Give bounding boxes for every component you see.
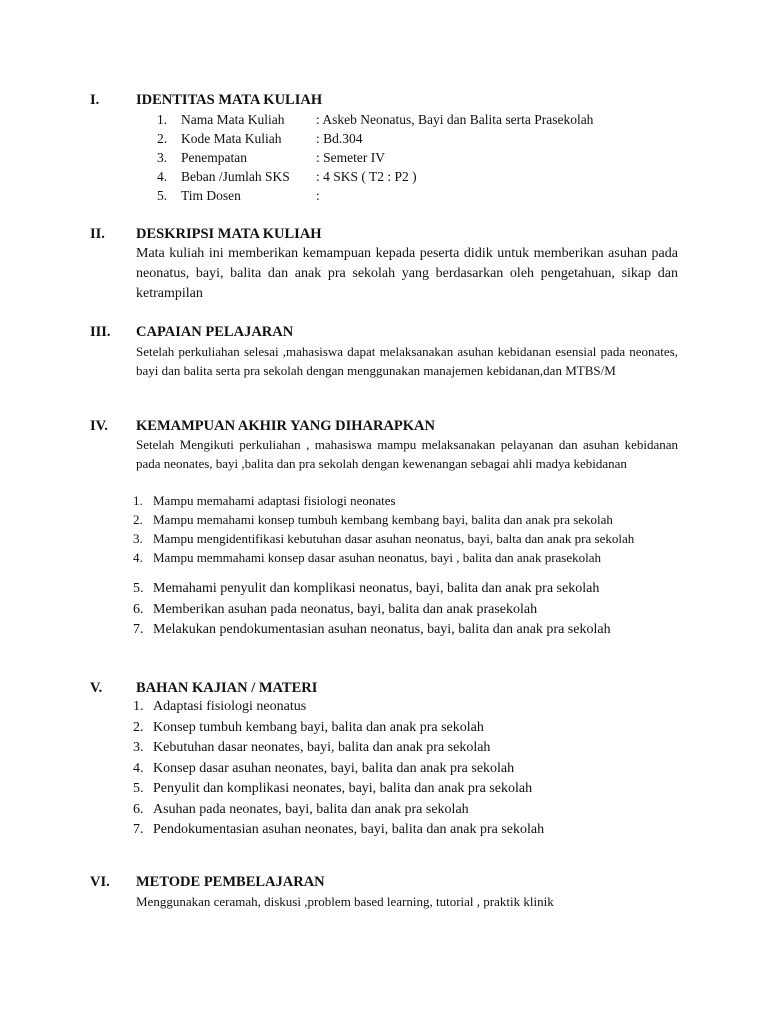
item-text: Mampu mengidentifikasi kebutuhan dasar asuhan neonatus, bayi, balta dan anak pra sekolah	[153, 531, 635, 546]
section-heading: IDENTITAS MATA KULIAH	[136, 92, 323, 108]
item-text: Mampu memahami adaptasi fisiologi neonates	[153, 493, 396, 508]
item-number: 4.	[133, 550, 143, 565]
item-number: 6.	[133, 801, 144, 817]
list-item	[133, 529, 634, 548]
section-numeral: II.	[90, 226, 105, 242]
item-number: 2.	[157, 131, 168, 146]
item-text: Mampu memmahami konsep dasar asuhan neonatus, bayi , balita dan anak prasekolah	[153, 550, 602, 565]
identity-label: Penempatan	[181, 150, 247, 165]
expected-ability-paragraph: Setelah Mengikuti perkuliahan , mahasiswa mampu melaksanakan pelayanan dan asuhan kebidanan pada neonates, bayi ,balita dan pra sekolah dengan kewenangan sebagai ahli madya kebidanan	[136, 437, 678, 471]
item-number: 7.	[133, 822, 144, 837]
item-number: 7.	[133, 622, 144, 637]
item-text: Memahami penyulit dan komplikasi neonatus, bayi, balita dan anak pra sekolah	[153, 581, 600, 596]
identity-label: Beban /Jumlah SKS	[181, 169, 290, 184]
item-text: Konsep tumbuh kembang bayi, balita dan anak pra sekolah	[153, 719, 484, 735]
list-item	[133, 759, 544, 780]
list-item	[133, 510, 634, 529]
section-numeral: IV.	[90, 418, 108, 434]
section-numeral: I.	[90, 92, 100, 108]
item-number: 4.	[157, 169, 168, 184]
ability-list	[133, 491, 634, 567]
item-number: 5.	[133, 581, 144, 596]
item-number: 4.	[133, 760, 144, 776]
item-number: 2.	[133, 512, 143, 527]
item-text: Melakukan pendokumentasian asuhan neonatus, bayi, balita dan anak pra sekolah	[153, 622, 611, 637]
identity-label: Tim Dosen	[181, 188, 241, 203]
item-number: 1.	[133, 699, 144, 714]
item-text: Mampu memahami konsep tumbuh kembang kembang bayi, balita dan anak pra sekolah	[153, 512, 613, 527]
description-paragraph: Mata kuliah ini memberikan kemampuan kepada peserta didik untuk memberikan asuhan pada neonatus, bayi, balita dan anak pra sekolah yang berdasarkan oleh pengetahuan, sikap dan ketrampilan	[136, 246, 678, 301]
identity-label: Nama Mata Kuliah	[181, 112, 285, 127]
list-item	[133, 738, 544, 759]
section-heading: KEMAMPUAN AKHIR YANG DIHARAPKAN	[136, 418, 435, 434]
identity-value: : Semeter IV	[316, 150, 385, 165]
identity-value: : Bd.304	[316, 131, 363, 146]
identity-value: :	[316, 188, 320, 203]
item-number: 3.	[157, 150, 168, 165]
section-heading: METODE PEMBELAJARAN	[136, 874, 325, 890]
list-item	[133, 718, 544, 739]
list-item	[133, 579, 611, 600]
item-text: Pendokumentasian asuhan neonates, bayi, balita dan anak pra sekolah	[153, 822, 545, 837]
section-numeral: V.	[90, 680, 103, 696]
section-heading: BAHAN KAJIAN / MATERI	[136, 680, 318, 696]
identity-label: Kode Mata Kuliah	[181, 131, 282, 146]
section-numeral: III.	[90, 324, 111, 340]
list-item	[133, 800, 544, 821]
identity-value: : 4 SKS ( T2 : P2 )	[316, 169, 417, 184]
item-number: 5.	[157, 188, 168, 203]
method-paragraph: Menggunakan ceramah, diskusi ,problem based learning, tutorial , praktik klinik	[136, 894, 554, 909]
item-number: 5.	[133, 781, 144, 796]
item-number: 1.	[157, 112, 168, 127]
item-text: Memberikan asuhan pada neonatus, bayi, balita dan anak prasekolah	[153, 601, 538, 617]
list-item	[133, 820, 544, 841]
ability-list-continued	[133, 579, 611, 641]
item-number: 3.	[133, 740, 144, 755]
material-list	[133, 697, 544, 841]
item-text: Konsep dasar asuhan neonates, bayi, balita dan anak pra sekolah	[153, 760, 515, 776]
identity-value: : Askeb Neonatus, Bayi dan Balita serta Prasekolah	[316, 112, 594, 127]
item-number: 2.	[133, 719, 144, 735]
list-item	[133, 779, 544, 800]
item-text: Penyulit dan komplikasi neonates, bayi, balita dan anak pra sekolah	[153, 781, 533, 796]
item-number: 6.	[133, 601, 144, 617]
item-text: Adaptasi fisiologi neonatus	[153, 699, 307, 714]
item-number: 1.	[133, 493, 143, 508]
list-item	[133, 600, 611, 621]
list-item	[133, 620, 611, 641]
list-item	[133, 491, 634, 510]
outcome-paragraph: Setelah perkuliahan selesai ,mahasiswa dapat melaksanakan asuhan kebidanan esensial pada neonates, bayi dan balita serta pra sekolah dengan menggunakan manajemen kebidanan,dan MTBS/M	[136, 344, 678, 378]
list-item	[133, 697, 544, 718]
item-text: Asuhan pada neonates, bayi, balita dan anak pra sekolah	[153, 801, 469, 817]
list-item	[133, 548, 634, 567]
section-heading: DESKRIPSI MATA KULIAH	[136, 226, 322, 242]
item-number: 3.	[133, 531, 143, 546]
item-text: Kebutuhan dasar neonates, bayi, balita dan anak pra sekolah	[153, 740, 491, 755]
section-heading: CAPAIAN PELAJARAN	[136, 324, 294, 340]
section-numeral: VI.	[90, 874, 110, 890]
